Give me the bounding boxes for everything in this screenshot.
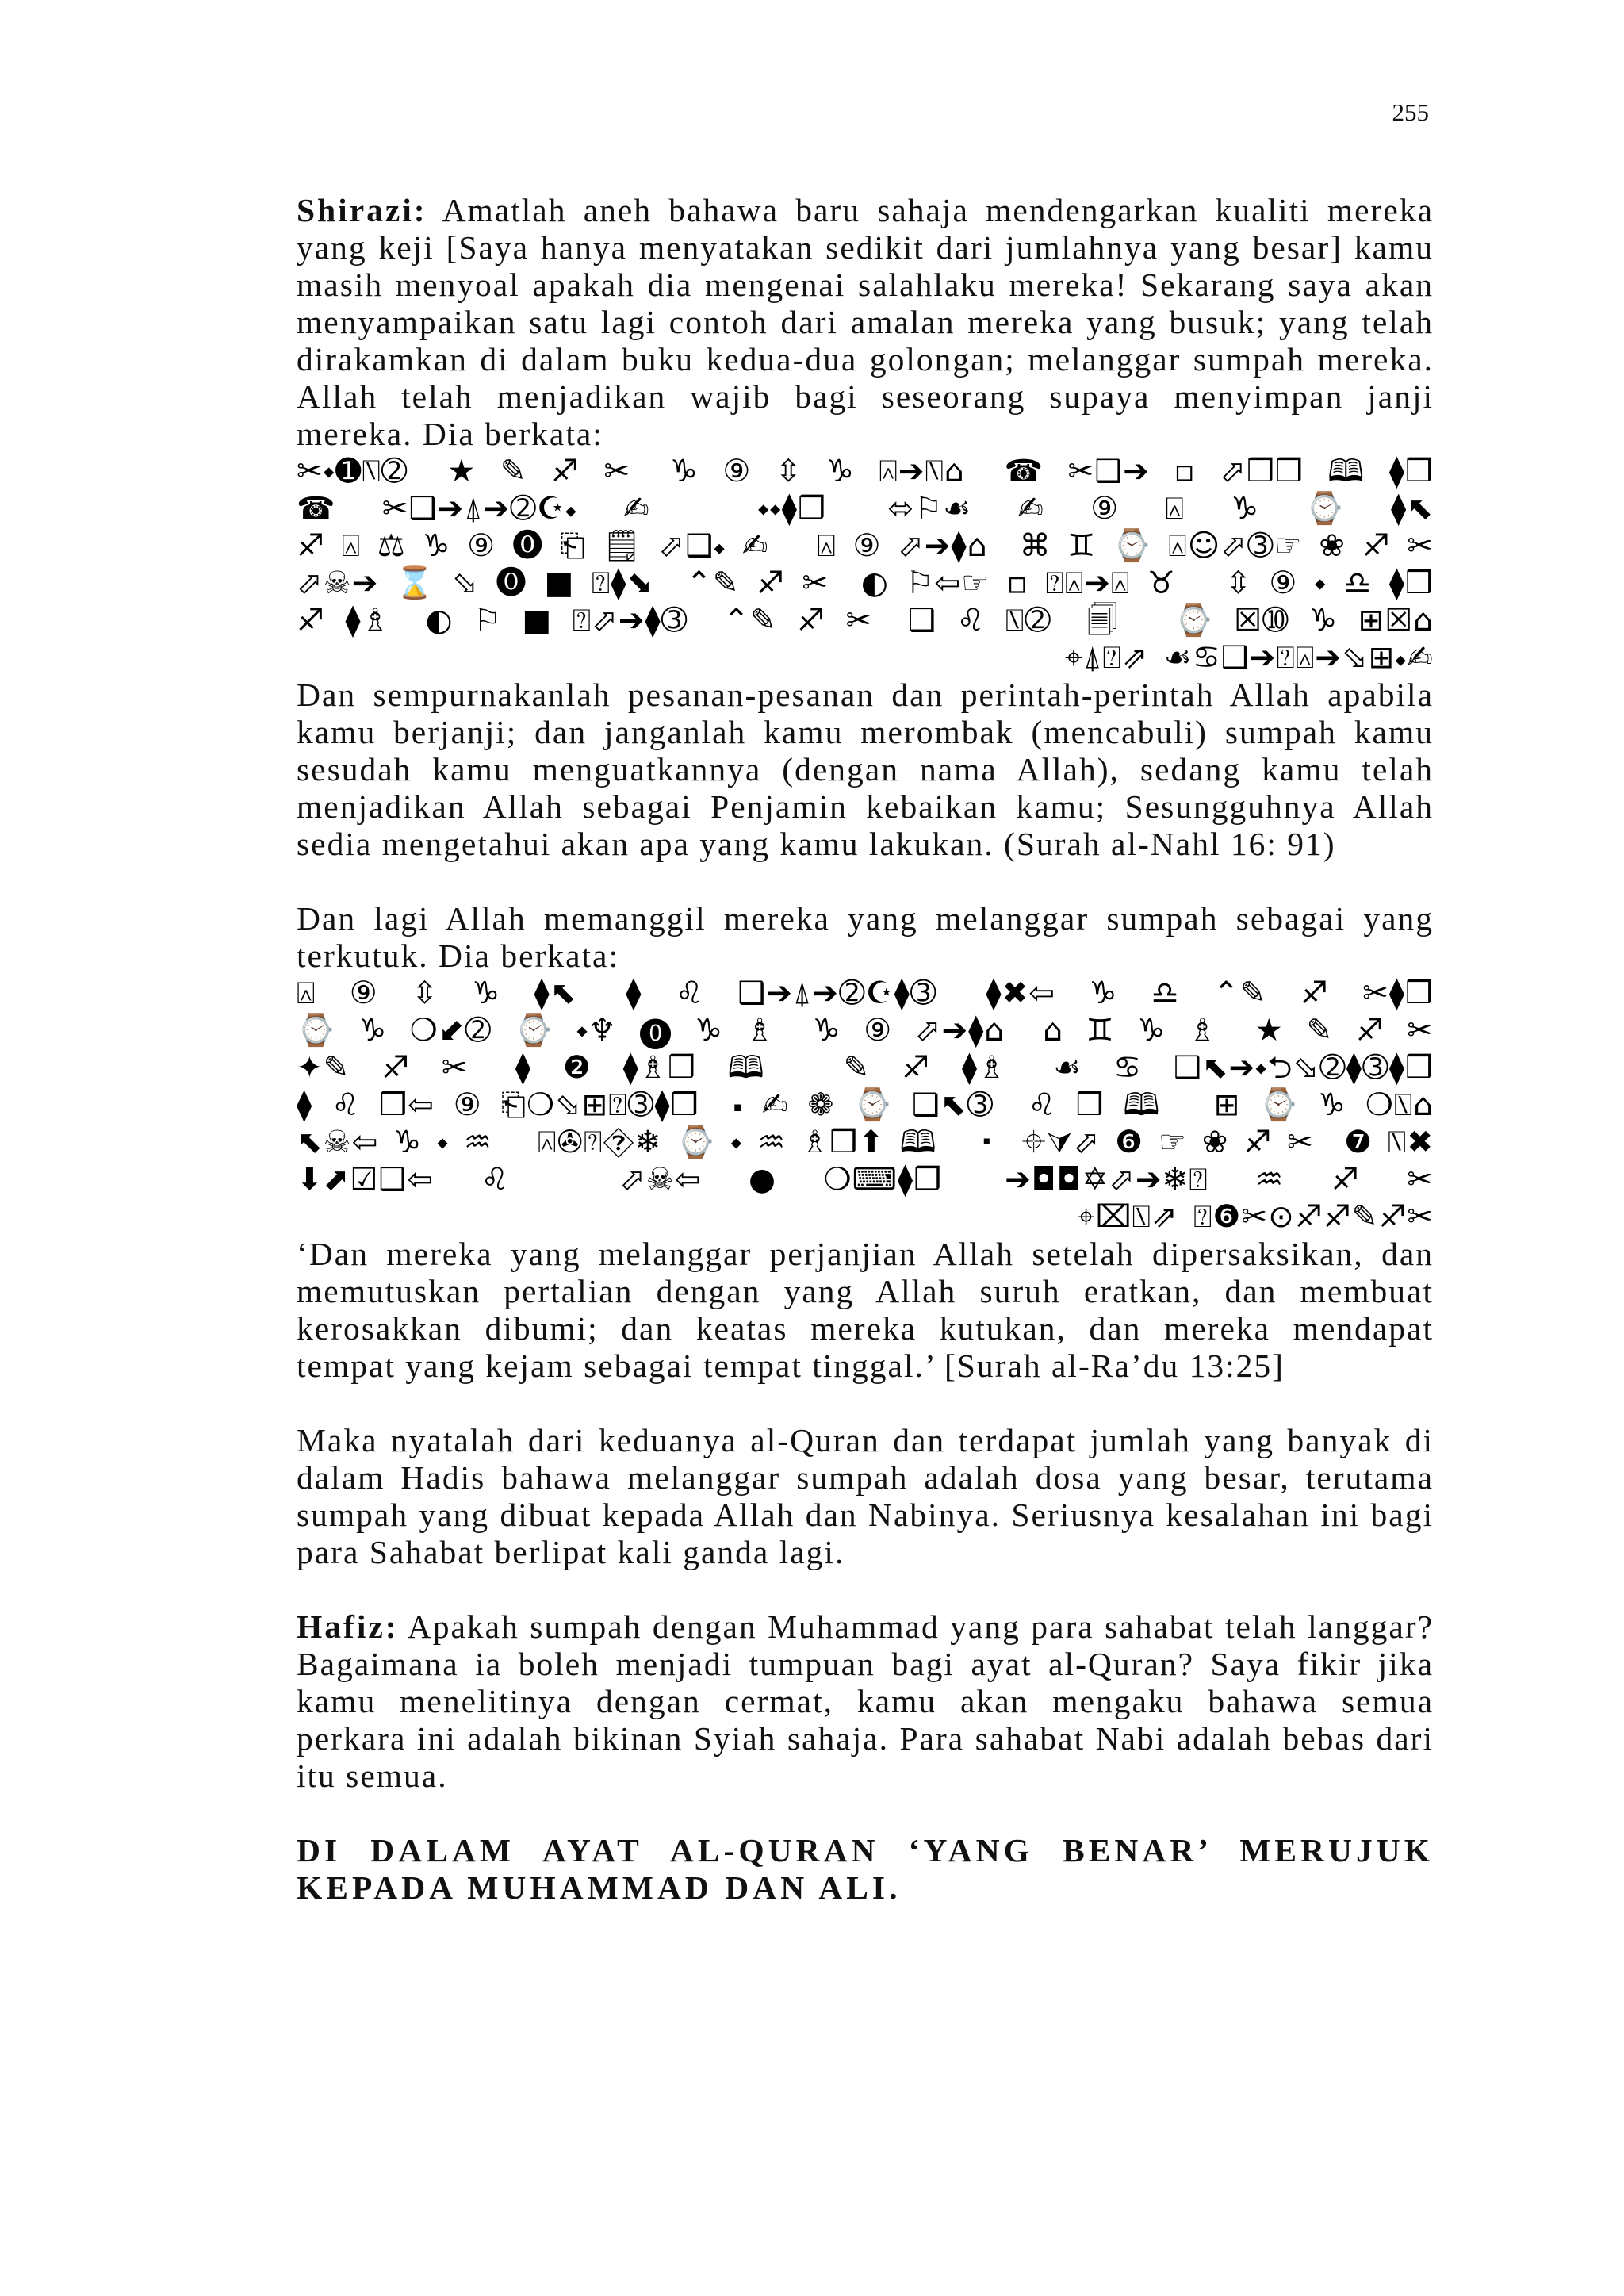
- verse-line: ⬀☠➔⌛⬂⓿■⍰⧫⬊ ⌃✎♐✂ ◐⚐⇦☞▫⍰⍓➔⍓♉ ⇳⑨⬩♎⧫❒: [297, 565, 1434, 601]
- section-heading: [297, 1832, 1434, 1907]
- quran-verse-block-2: [297, 975, 1434, 1236]
- paragraph-gap: [297, 1795, 1434, 1832]
- verse-line: ⬇⬈☑❑⇦♌ ⬀☠⇦●❍⌨⧫❒ ➔◘◘✡⬀➔❄⍰♒♐✂: [297, 1162, 1434, 1198]
- paragraph-hafiz: [297, 1608, 1434, 1795]
- verse-line: ✦✎♐✂ ⧫❷⧫♗❒🕮 ✎♐⧫♗ ☙♋❑⬉➔⬩⮌⬂➁⧫➂⧫❒: [297, 1050, 1434, 1086]
- page-content: [297, 192, 1434, 1907]
- paragraph-translation-1: Dan sempurnakanlah pesanan-pesanan dan perintah-perintah Allah apabila kamu berjanji; dan janganlah kamu merombak (mencabuli) sumpah kamu sesudah kamu menguatkannya (dengan nama Allah), sedang kamu telah menjadikan Allah sebagai Penjamin kebaikan kamu; Sesungguhnya Allah sedia mengetahui akan apa yang kamu lakukan. (Surah al-Nahl 16: 91): [297, 677, 1434, 862]
- quran-verse-block-1: [297, 453, 1434, 677]
- verse-line: ⌖⍋⍰⇗ ☙♋❑➔⍰⍓➔⬂⊞⬩✍: [1065, 640, 1434, 676]
- verse-line: ♐⧫♗ ◐⚐■⍰⬀➔⧫➂ ⌃✎♐✂ ❑♌⍂➁ 🗐 ⌚☒➉♑⊞☒⌂: [297, 603, 1434, 638]
- paragraph-conclusion: Maka nyatalah dari keduanya al-Quran dan terdapat jumlah yang banyak di dalam Hadis bahawa melanggar sumpah adalah dosa yang besar, terutama sumpah yang dibuat kepada Allah dan Nabinya. Seriusnya kesalahan ini bagi para Sahabat berlipat kali ganda lagi.: [297, 1422, 1434, 1570]
- page-number: 255: [1392, 98, 1429, 126]
- verse-line: ☎✂❑➔⍋➔➁☪⬩✍ ⬩⬩⧫❒ ⬄⚐☙✍⑨⍓♑⌚⧫⬉: [297, 491, 1434, 527]
- section-heading-line-1: DI DALAM AYAT AL-QURAN ‘YANG BENAR’ MERUJUK: [297, 1832, 1434, 1869]
- paragraph-gap: [297, 1385, 1434, 1422]
- paragraph-gap: [297, 863, 1434, 900]
- verse-line: ♐⍓⚖♑⑨⓿⎗🗒⬀❑⬩✍ ⍓⑨⬀➔⧫⌂ ⌘♊⌚⍓☺⬀➂☞❀♐✂: [297, 528, 1434, 564]
- paragraph-translation-2: ‘Dan mereka yang melanggar perjanjian Allah setelah dipersaksikan, dan memutuskan pertalian dengan yang Allah suruh eratkan, dan membuat kerosakkan dibumi; dan keatas mereka kutukan, dan mereka mendapat tempat yang kejam sebagai tempat tinggal.’ [Surah al-Ra’du 13:25]: [297, 1236, 1434, 1384]
- verse-line: ✂⬩➊⍂➁ ★✎♐✂ ♑⑨⇳♑⍓➔⍂⌂ ☎✂❑➔▫⬀❒❒🕮⧫❒: [297, 454, 1434, 489]
- paragraph-shirazi: [297, 192, 1434, 453]
- verse-line: ⬉☠⇦♑⬩♒ ⍓✇⍰⯑❄⌚⬩♒♗❒⬆🕮 ⬝ ⌖⮛⬀❻☞❀♐✂ ❼⍂✖: [297, 1125, 1434, 1160]
- paragraph-gap: [297, 1571, 1434, 1608]
- speaker-label: Shirazi:: [297, 192, 427, 228]
- verse-line: ⌚♑❍⬋➁⌚⬩♆⓿♑♗ ♑⑨⬀➔⧫⌂ ⌂♊♑♗ ★✎♐✂: [297, 1013, 1434, 1048]
- verse-line: ⍓⑨⇳♑⧫⬉ ⧫♌❑➔⍋➔➁☪⧫➂ ⧫✖⇦♑♎⌃✎♐✂⧫❒: [297, 976, 1434, 1011]
- paragraph-text: Amatlah aneh bahawa baru sahaja mendengarkan kualiti mereka yang keji [Saya hanya menyatakan sedikit dari jumlahnya yang besar] kamu masih menyoal apakah dia mengenai salahlaku mereka! Sekarang saya akan menyampaikan satu lagi contoh dari amalan mereka yang busuk; yang telah dirakamkan di dalam buku kedua-dua golongan; melanggar sumpah mereka. Allah telah menjadikan wajib bagi seseorang supaya menyimpan janji mereka. Dia berkata:: [297, 192, 1434, 452]
- section-heading-line-2: KEPADA MUHAMMAD DAN ALI.: [297, 1869, 902, 1906]
- speaker-label: Hafiz:: [297, 1608, 399, 1645]
- paragraph-intro-2: Dan lagi Allah memanggil mereka yang melanggar sumpah sebagai yang terkutuk. Dia berkata:: [297, 900, 1434, 974]
- verse-line: ⌖⌧⍂⇗ ⍰❻✂⊙♐♐✎♐✂: [1077, 1199, 1434, 1235]
- paragraph-text: Apakah sumpah dengan Muhammad yang para sahabat telah langgar? Bagaimana ia boleh menjadi tumpuan bagi ayat al-Quran? Saya fikir jika kamu menelitinya dengan cermat, kamu akan mengaku bahawa semua perkara ini adalah bikinan Syiah sahaja. Para sahabat Nabi adalah bebas dari itu semua.: [297, 1608, 1434, 1794]
- verse-line: ⧫♌❒⇦⑨⎗❍⬂⊞⍰➂⧫❒ ⬝✍❁⌚❑⬉➂ ♌❒🕮 ⊞⌚♑❍⍂⌂: [297, 1087, 1434, 1123]
